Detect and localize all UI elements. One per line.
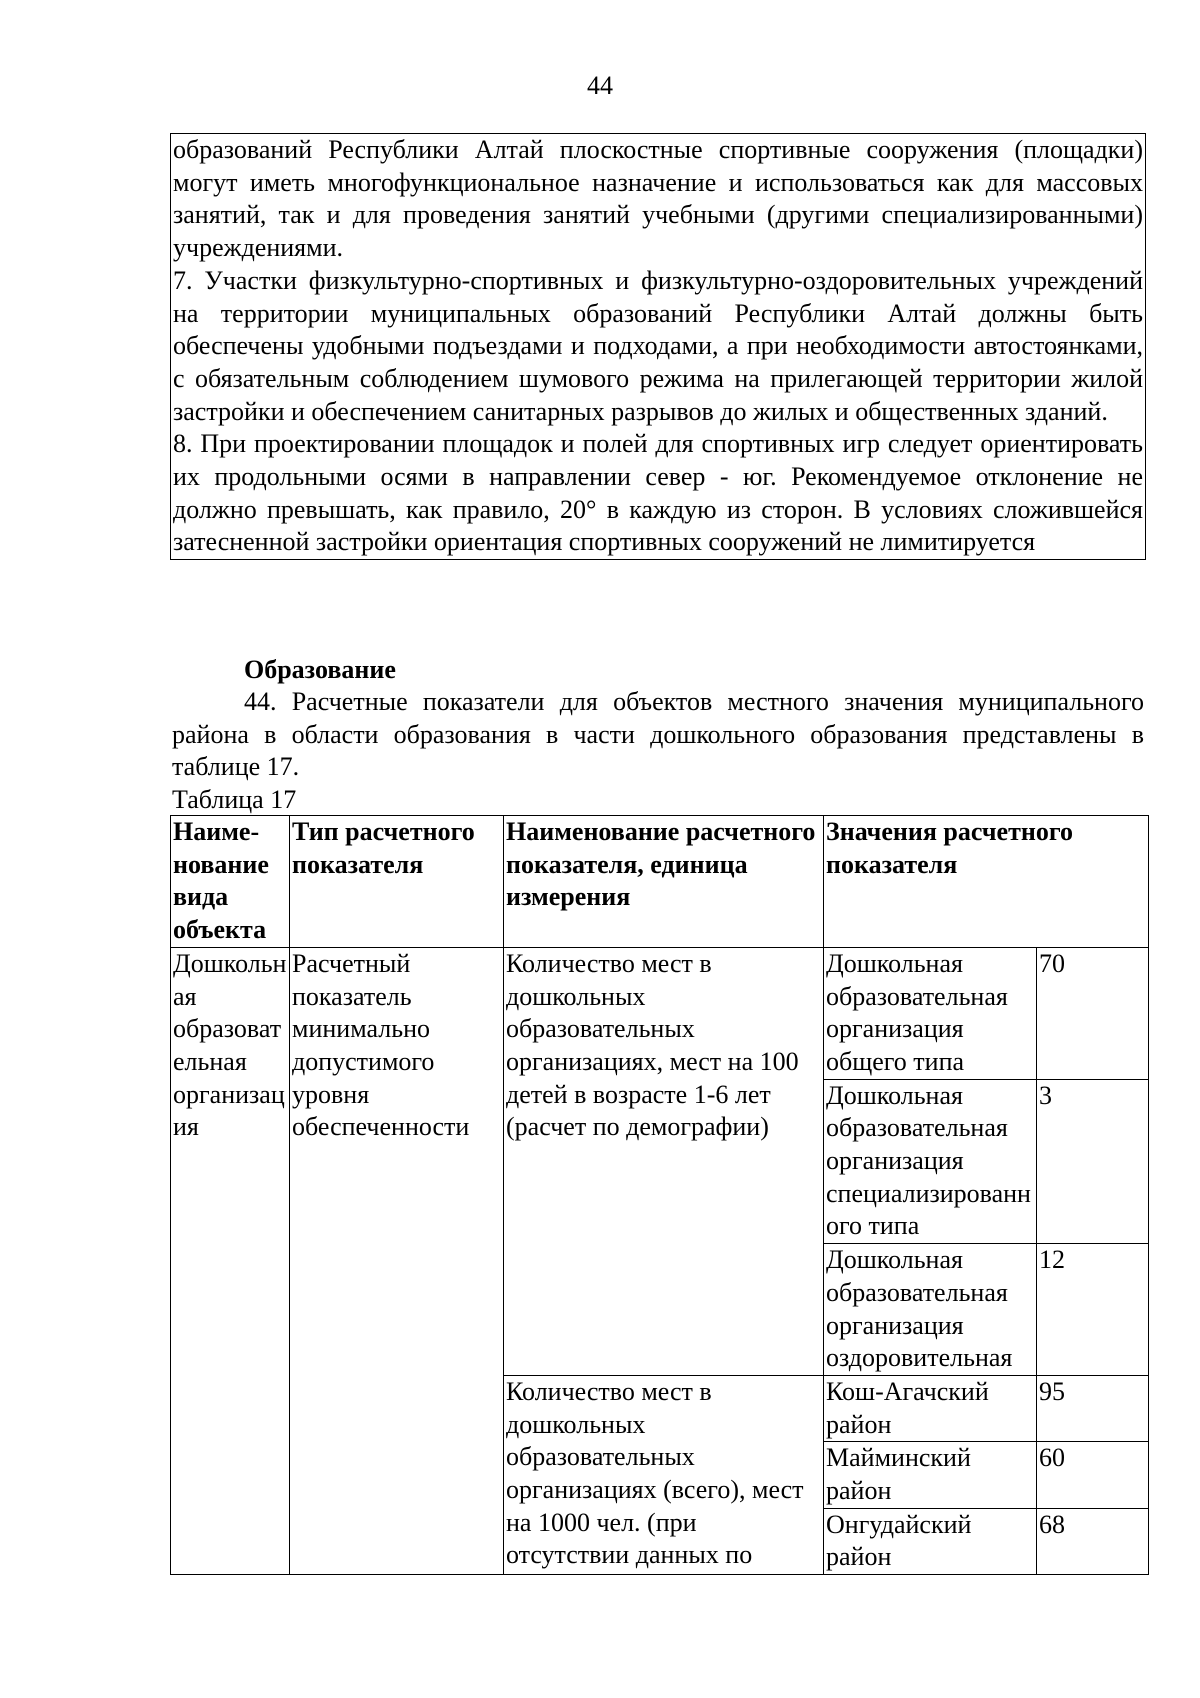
- cell-value: 12: [1037, 1244, 1149, 1376]
- cell-object-name: Дошкольная образовательная организация: [171, 947, 290, 1574]
- header-indicator-name: Наименование расчетного показателя, единица измерения: [504, 816, 824, 948]
- header-object-type: Наиме-нование вида объекта: [171, 816, 290, 948]
- header-indicator-values: Значения расчетного показателя: [824, 816, 1149, 948]
- cell-value-label: Дошкольная образовательная организация общего типа: [824, 947, 1037, 1079]
- cell-value: 60: [1037, 1442, 1149, 1508]
- text-box: [170, 133, 1146, 560]
- table-row: [171, 947, 1149, 1079]
- cell-value-label: Дошкольная образовательная организация специализированного типа: [824, 1079, 1037, 1244]
- box-paragraph-1: образований Республики Алтай плоскостные спортивные сооружения (площадки) могут иметь многофункциональное назначение и использоваться как для массовых занятий, так и для проведения занятий учебными (другими специализированными) учреждениями.: [173, 135, 1143, 263]
- cell-value: 70: [1037, 947, 1149, 1079]
- cell-indicator-type: Расчетный показатель минимально допустимого уровня обеспеченности: [290, 947, 504, 1574]
- cell-value: 68: [1037, 1508, 1149, 1574]
- table-caption: Таблица 17: [172, 785, 297, 814]
- cell-value-label: Дошкольная образовательная организация оздоровительная: [824, 1244, 1037, 1376]
- page-number: 44: [587, 71, 613, 100]
- header-indicator-type: Тип расчетного показателя: [290, 816, 504, 948]
- cell-value-label: Кош-Агачский район: [824, 1375, 1037, 1441]
- table-17: [170, 815, 1149, 1575]
- cell-value-label: Майминский район: [824, 1442, 1037, 1508]
- table-header-row: [171, 816, 1149, 948]
- cell-indicator-2: Количество мест в дошкольных образовательных организациях (всего), мест на 1000 чел. (при отсутствии данных по: [504, 1375, 824, 1574]
- section-intro: [172, 686, 1144, 784]
- cell-value: 95: [1037, 1375, 1149, 1441]
- cell-value-label: Онгудайский район: [824, 1508, 1037, 1574]
- box-paragraph-3: 8. При проектировании площадок и полей для спортивных игр следует ориентировать их продольными осями в направлении север - юг. Рекомендуемое отклонение не должно превышать, как правило, 20° в каждую из сторон. В условиях сложившейся затесненной застройки ориентация спортивных сооружений не лимитируется: [173, 429, 1143, 557]
- section-heading: Образование: [244, 655, 396, 684]
- cell-indicator-1: Количество мест в дошкольных образовательных организациях, мест на 100 детей в возрасте 1-6 лет (расчет по демографии): [504, 947, 824, 1375]
- box-paragraph-2: 7. Участки физкультурно-спортивных и физкультурно-оздоровительных учреждений на территории муниципальных образований Республики Алтай должны быть обеспечены удобными подъездами и подходами, а при необходимости автостоянками, с обязательным соблюдением шумового режима на прилегающей территории жилой застройки и обеспечением санитарных разрывов до жилых и общественных зданий.: [173, 265, 1143, 426]
- cell-value: 3: [1037, 1079, 1149, 1244]
- intro-paragraph: 44. Расчетные показатели для объектов местного значения муниципального района в области образования в части дошкольного образования представлены в таблице 17.: [172, 687, 1144, 782]
